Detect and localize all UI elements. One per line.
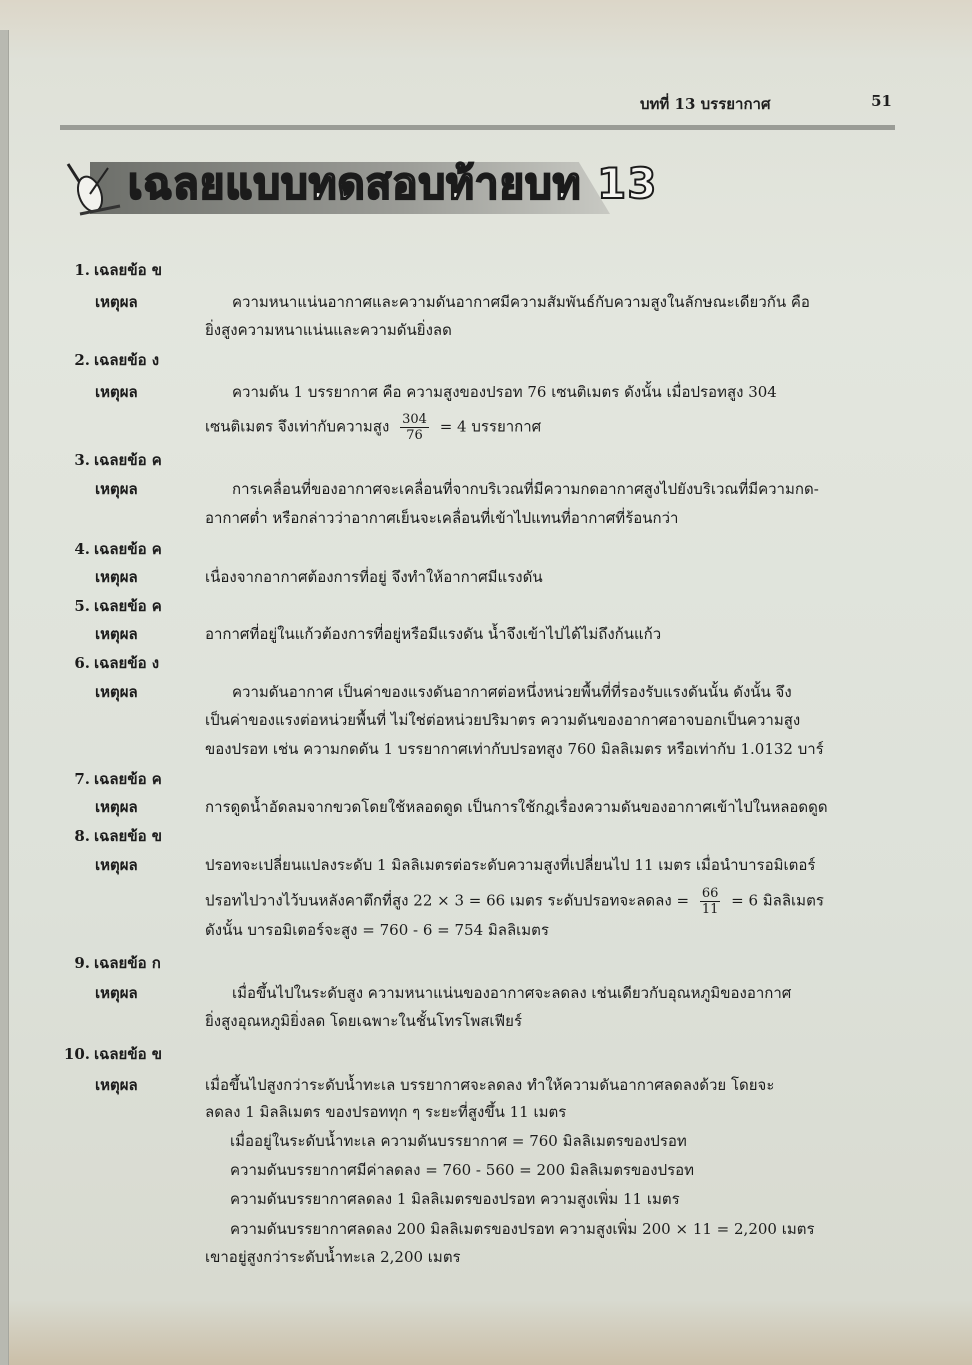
answer-choice: เฉลยข้อ ง <box>94 654 160 672</box>
reason-line: อากาศที่อยู่ในแก้วต้องการที่อยู่หรือมีแรงดัน น้ำจึงเข้าไปได้ไม่ถึงก้นแก้ว <box>205 625 662 643</box>
answer-number: 2. <box>74 351 90 369</box>
reason-line: ความดันบรรยากาศลดลง 1 มิลลิเมตรของปรอท ความสูงเพิ่ม 11 เมตร <box>230 1190 680 1208</box>
reason-label: เหตุผล <box>95 383 138 401</box>
reason-line: ความดัน 1 บรรยากาศ คือ ความสูงของปรอท 76 เซนติเมตร ดังนั้น เมื่อปรอทสูง 304 <box>232 383 777 401</box>
fraction <box>700 886 721 917</box>
answer-number: 6. <box>74 654 90 672</box>
reason-line: เป็นค่าของแรงต่อหน่วยพื้นที่ ไม่ใช่ต่อหน่วยปริมาตร ความดันของอากาศอาจบอกเป็นความสูง <box>205 711 801 729</box>
reason-label: เหตุผล <box>95 293 138 311</box>
answer-number: 3. <box>74 451 90 469</box>
reason-label: เหตุผล <box>95 683 138 701</box>
reason-text: เซนติเมตร จึงเท่ากับความสูง <box>205 417 390 436</box>
reason-line: เนื่องจากอากาศต้องการที่อยู่ จึงทำให้อากาศมีแรงดัน <box>205 568 543 586</box>
reason-line <box>205 886 824 917</box>
answer-heading-2 <box>62 348 159 372</box>
fraction-result: = 6 มิลลิเมตร <box>731 891 824 910</box>
page-number: 51 <box>871 92 892 110</box>
answer-heading-10 <box>54 1042 162 1066</box>
reason-line: การเคลื่อนที่ของอากาศจะเคลื่อนที่จากบริเวณที่มีความกดอากาศสูงไปยังบริเวณที่มีความกด- <box>232 480 819 498</box>
reason-label: เหตุผล <box>95 480 138 498</box>
banner-title: เฉลยแบบทดสอบท้ายบท 13 <box>128 159 658 208</box>
reason-line: เมื่ออยู่ในระดับน้ำทะเล ความดันบรรยากาศ = 760 มิลลิเมตรของปรอท <box>230 1132 687 1150</box>
reason-text: ปรอทไปวางไว้บนหลังคาตึกที่สูง 22 × 3 = 66 เมตร ระดับปรอทจะลดลง = <box>205 891 690 910</box>
answer-number: 8. <box>74 827 90 845</box>
reason-line: ของปรอท เช่น ความกดดัน 1 บรรยากาศเท่ากับปรอทสูง 760 มิลลิเมตร หรือเท่ากับ 1.0132 บาร์ <box>205 740 824 758</box>
reason-line: ยิ่งสูงความหนาแน่นและความดันยิ่งลด <box>205 321 452 339</box>
denominator: 76 <box>406 428 423 443</box>
numerator: 304 <box>402 412 427 427</box>
answer-number: 7. <box>74 770 90 788</box>
reason-label: เหตุผล <box>95 856 138 874</box>
reason-line: การดูดน้ำอัดลมจากขวดโดยใช้หลอดดูด เป็นการใช้กฎเรื่องความดันของอากาศเข้าไปในหลอดดูด <box>205 798 828 816</box>
reason-line: เมื่อขึ้นไปสูงกว่าระดับน้ำทะเล บรรยากาศจะลดลง ทำให้ความดันอากาศลดลงด้วย โดยจะ <box>205 1076 775 1094</box>
reason-line: ความหนาแน่นอากาศและความดันอากาศมีความสัมพันธ์กับความสูงในลักษณะเดียวกัน คือ <box>232 293 810 311</box>
reason-line: ความดันบรรยากาศลดลง 200 มิลลิเมตรของปรอท ความสูงเพิ่ม 200 × 11 = 2,200 เมตร <box>230 1220 815 1238</box>
answer-number: 4. <box>74 540 90 558</box>
answer-choice: เฉลยข้อ ข <box>94 1045 163 1063</box>
reason-label: เหตุผล <box>95 625 138 643</box>
reason-label: เหตุผล <box>95 798 138 816</box>
answer-heading-7 <box>62 767 162 791</box>
answer-choice: เฉลยข้อ ค <box>94 770 162 788</box>
reason-line <box>205 412 541 443</box>
denominator: 11 <box>701 902 719 917</box>
reason-line: ปรอทจะเปลี่ยนแปลงระดับ 1 มิลลิเมตรต่อระดับความสูงที่เปลี่ยนไป 11 เมตร เมื่อนำบารอมิเตอร์ <box>205 856 816 874</box>
answer-number: 1. <box>74 261 90 279</box>
reason-line: เมื่อขึ้นไปในระดับสูง ความหนาแน่นของอากาศจะลดลง เช่นเดียวกับอุณหภูมิของอากาศ <box>232 984 792 1002</box>
reason-label: เหตุผล <box>95 1076 138 1094</box>
answer-heading-1 <box>62 258 162 282</box>
reason-label: เหตุผล <box>95 984 138 1002</box>
answer-number: 5. <box>74 597 90 615</box>
fraction <box>400 412 429 443</box>
numerator: 66 <box>701 886 719 901</box>
answer-heading-6 <box>62 651 159 675</box>
fraction-result: = 4 บรรยากาศ <box>439 417 542 436</box>
reason-line: เขาอยู่สูงกว่าระดับน้ำทะเล 2,200 เมตร <box>205 1248 461 1266</box>
answer-choice: เฉลยข้อ ค <box>94 540 162 558</box>
answer-choice: เฉลยข้อ ง <box>94 351 160 369</box>
answer-heading-9 <box>62 951 161 975</box>
answer-number: 10. <box>63 1045 90 1063</box>
answer-heading-3 <box>62 448 162 472</box>
answer-heading-5 <box>62 594 162 618</box>
reason-line: อากาศต่ำ หรือกล่าวว่าอากาศเย็นจะเคลื่อนที่เข้าไปแทนที่อากาศที่ร้อนกว่า <box>205 509 679 527</box>
reason-line: ความดันอากาศ เป็นค่าของแรงดันอากาศต่อหนึ่งหน่วยพื้นที่ที่รองรับแรงดันนั้น ดังนั้น จึง <box>232 683 792 701</box>
reason-line: ยิ่งสูงอุณหภูมิยิ่งลด โดยเฉพาะในชั้นโทรโพสเฟียร์ <box>205 1012 522 1030</box>
reason-line: ดังนั้น บารอมิเตอร์จะสูง = 760 - 6 = 754 มิลลิเมตร <box>205 921 549 939</box>
answer-heading-8 <box>62 824 162 848</box>
answer-heading-4 <box>62 537 162 561</box>
answer-choice: เฉลยข้อ ข <box>94 261 163 279</box>
reason-line: ลดลง 1 มิลลิเมตร ของปรอททุก ๆ ระยะที่สูงขึ้น 11 เมตร <box>205 1103 567 1121</box>
reason-label: เหตุผล <box>95 568 138 586</box>
answer-choice: เฉลยข้อ ก <box>94 954 161 972</box>
answer-number: 9. <box>74 954 90 972</box>
chapter-title: บทที่ 13 บรรยากาศ <box>640 95 771 113</box>
answer-choice: เฉลยข้อ ค <box>94 451 162 469</box>
reason-line: ความดันบรรยากาศมีค่าลดลง = 760 - 560 = 200 มิลลิเมตรของปรอท <box>230 1161 695 1179</box>
answer-choice: เฉลยข้อ ข <box>94 827 163 845</box>
answer-choice: เฉลยข้อ ค <box>94 597 162 615</box>
